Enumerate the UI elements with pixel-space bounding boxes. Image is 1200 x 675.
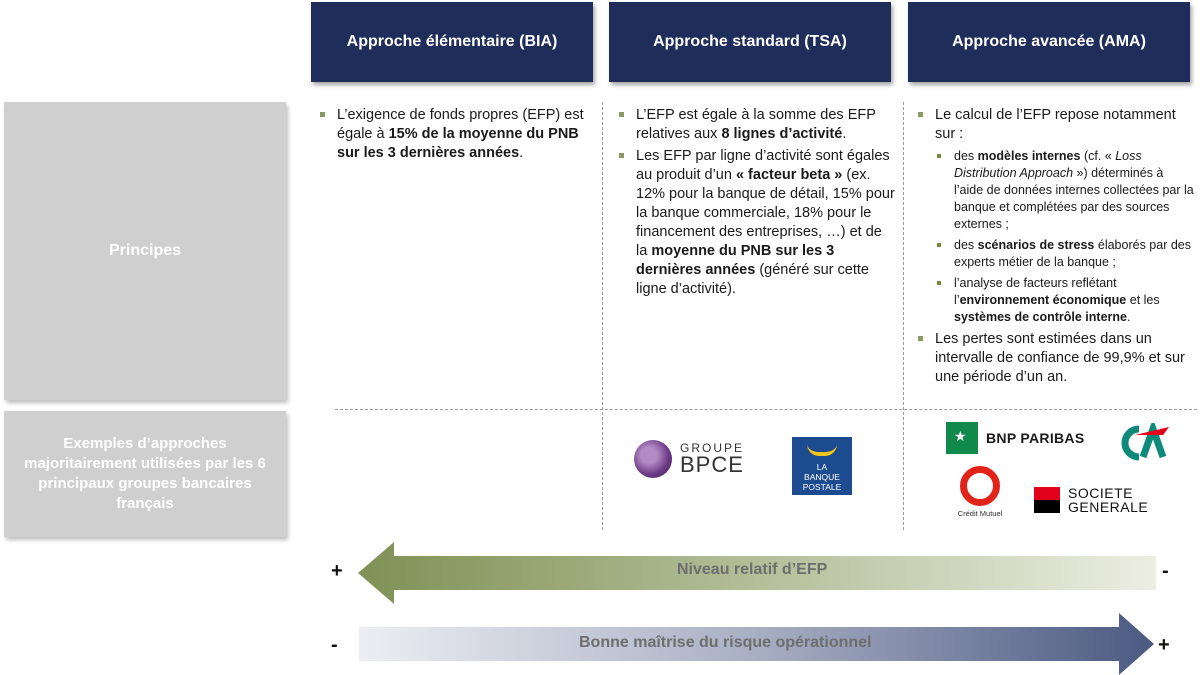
ama-text: l’analyse de facteurs reflétant l’	[954, 276, 1117, 307]
credit-mutuel-logo-text: Crédit Mutuel	[957, 509, 1003, 518]
ama-sub-bullet	[935, 148, 1196, 233]
tsa-text: (généré sur cette ligne d’activité).	[636, 262, 869, 297]
header-bia	[311, 2, 593, 82]
tsa-text: L’EFP est égale à la somme des EFP relatives aux	[636, 107, 876, 142]
bpce-emblem-icon	[634, 440, 672, 478]
bpce-logo	[634, 440, 744, 478]
arrow-bottom-right-sign: +	[1158, 634, 1170, 656]
header-tsa-label: Approche standard (TSA)	[653, 33, 847, 50]
ama-text: .	[1126, 310, 1131, 324]
ama-text: des	[954, 149, 978, 163]
ama-text-bold: systèmes de contrôle interne	[954, 310, 1127, 324]
row-label-examples	[4, 411, 286, 537]
arrow-bottom-left-sign: -	[331, 634, 338, 656]
risk-mastery-arrow-label: Bonne maîtrise du risque opérationnel	[579, 634, 872, 651]
ama-text-bold: modèles internes	[977, 149, 1081, 163]
societe-generale-logo	[1034, 486, 1148, 514]
bpce-logo-text: GROUPE	[680, 441, 745, 455]
bnp-paribas-logo-text: BNP PARIBAS	[986, 430, 1085, 446]
tsa-text-bold: moyenne du PNB sur les 3 dernières années	[636, 243, 835, 278]
row-label-principles-text: Principes	[108, 242, 182, 259]
bia-text-bold: 15% de la moyenne du PNB sur les 3 dernières années	[337, 126, 579, 161]
credit-agricole-logo	[1113, 423, 1171, 463]
societe-generale-logo-text: GENERALE	[1068, 499, 1149, 515]
ama-principles	[916, 106, 1196, 390]
ama-bullet	[916, 330, 1196, 387]
tsa-bullet	[617, 147, 897, 299]
tsa-text: (ex. 12% pour la banque de détail, 15% pour la banque commerciale, 18% pour le financement des entreprises, …) et de la	[636, 167, 895, 259]
tsa-principles	[617, 106, 897, 302]
credit-mutuel-logo	[944, 466, 1016, 518]
column-divider	[602, 102, 603, 530]
societe-generale-logo-text: SOCIETE	[1068, 485, 1133, 501]
ama-text: Le calcul de l’EFP repose notamment sur :	[935, 107, 1176, 142]
credit-agricole-icon	[1113, 423, 1171, 463]
credit-mutuel-knot-icon	[960, 466, 1000, 506]
tsa-text: .	[842, 126, 847, 142]
banque-postale-logo-text: POSTALE	[802, 482, 842, 492]
bird-icon	[807, 444, 837, 456]
bia-text: L’exigence de fonds propres (EFP) est égale à	[337, 107, 584, 142]
societe-generale-square-icon	[1034, 487, 1060, 513]
ama-text: élaborés par des experts métier de la banque ;	[954, 238, 1191, 269]
bnp-paribas-logo	[946, 422, 1084, 454]
bpce-logo-text: BPCE	[680, 452, 744, 477]
ama-text: Les pertes sont estimées dans un intervalle de confiance de 99,9% et sur une période d’un an.	[935, 331, 1185, 385]
row-label-principles	[4, 102, 286, 400]
ama-text-bold: environnement économique	[959, 293, 1127, 307]
ama-text-bold: scénarios de stress	[977, 238, 1095, 252]
bia-text: .	[519, 145, 524, 161]
ama-text: et les	[1126, 293, 1160, 307]
bnp-star-icon	[946, 422, 978, 454]
banque-postale-logo-text: LA	[816, 462, 828, 472]
efp-level-arrow-label: Niveau relatif d’EFP	[677, 561, 828, 578]
header-tsa	[609, 2, 891, 82]
ama-bullet	[916, 106, 1196, 326]
row-divider	[335, 409, 1197, 410]
ama-text: ») déterminés à l’aide de données internes collectées par la banque et complétées par des sources externes ;	[954, 166, 1194, 231]
header-ama-label: Approche avancée (AMA)	[952, 33, 1146, 50]
row-label-examples-text: Exemples d’approches majoritairement utilisées par les 6 principaux groupes bancaires français	[24, 435, 266, 512]
banque-postale-logo	[792, 437, 852, 495]
tsa-text: Les EFP par ligne d’activité sont égales au produit d’un	[636, 148, 890, 183]
bia-principles	[318, 106, 598, 166]
ama-sub-bullet	[935, 275, 1196, 326]
header-bia-label: Approche élémentaire (BIA)	[346, 33, 558, 50]
ama-text: (cf. «	[1080, 149, 1116, 163]
tsa-bullet	[617, 106, 897, 144]
arrow-top-left-sign: +	[331, 560, 343, 582]
ama-sub-bullet	[935, 237, 1196, 271]
tsa-text-bold: 8 lignes d’activité	[721, 126, 843, 142]
ama-text: des	[954, 238, 978, 252]
header-ama	[908, 2, 1190, 82]
bia-bullet	[318, 106, 598, 163]
ama-text-italic: Loss Distribution Approach	[954, 149, 1142, 180]
column-divider	[903, 102, 904, 530]
banque-postale-logo-text: BANQUE	[804, 472, 840, 482]
tsa-text-bold: « facteur beta »	[735, 167, 843, 183]
arrow-top-right-sign: -	[1162, 560, 1169, 582]
